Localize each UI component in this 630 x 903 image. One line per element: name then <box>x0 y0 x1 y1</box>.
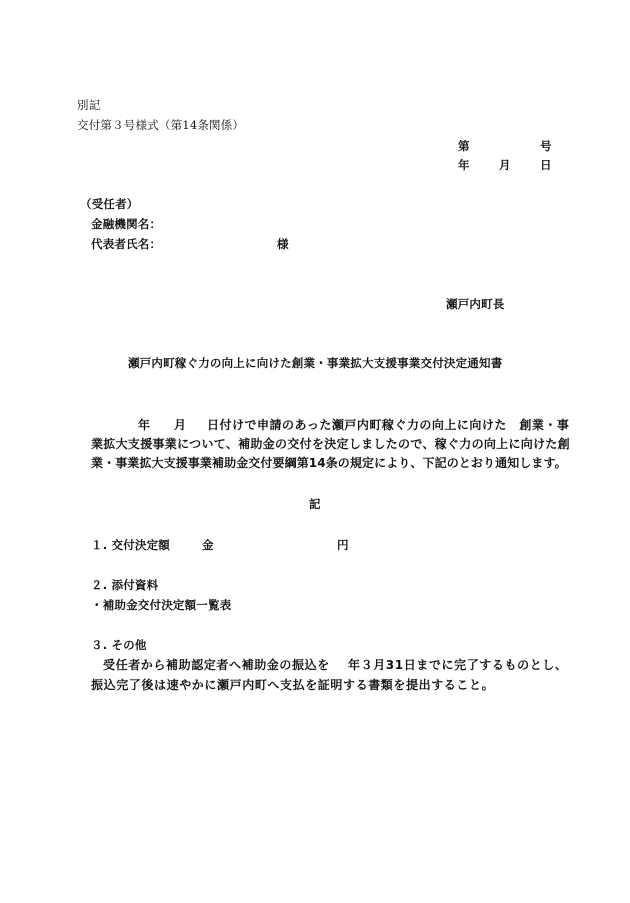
item-1-yen: 円 <box>337 538 349 552</box>
item-1-label: １. 交付決定額 <box>91 538 170 552</box>
doc-number-go: 号 <box>540 139 552 153</box>
item-3-line-1b: 年３月31日までに完了するものとし、 <box>348 658 568 672</box>
bank-name-label: 金融機関名： <box>91 217 162 231</box>
item-1-kin: 金 <box>202 538 214 552</box>
doc-number-dai: 第 <box>458 139 470 153</box>
appendix-label: 別記 <box>77 98 101 112</box>
item-2-value: ・補助金交付決定額一覧表 <box>91 598 232 612</box>
ki-heading: 記 <box>309 497 321 511</box>
item-2-label: ２. 添付資料 <box>91 578 159 592</box>
form-reference: 交付第３号様式（第14条関係） <box>77 118 245 132</box>
body-line-2: 業拡大支援事業について、補助金の交付を決定しましたので、稼ぐ力の向上に向けた創 <box>91 437 570 451</box>
body-date-month: 月 <box>174 418 187 432</box>
representative-name-label: 代表者氏名： <box>91 237 162 251</box>
issuer-name: 瀬戸内町長 <box>446 297 505 311</box>
body-line-3: 業・事業拡大支援事業補助金交付要綱第14条の規定により、下記のとおり通知します。 <box>91 456 567 470</box>
doc-date-month: 月 <box>499 158 511 172</box>
recipient-section-label: （受任者） <box>80 197 139 211</box>
doc-date-year: 年 <box>458 158 470 172</box>
body-line-1: 日付けで申請のあった瀬戸内町稼ぐ力の向上に向けた 創業・事 <box>207 418 570 432</box>
document-title: 瀬戸内町稼ぐ力の向上に向けた創業・事業拡大支援事業交付決定通知書 <box>128 356 503 370</box>
doc-date-day: 日 <box>540 158 552 172</box>
item-3-label: ３. その他 <box>91 638 147 652</box>
item-3-line-1a: 受任者から補助認定者へ補助金の振込を <box>103 658 330 672</box>
body-date-year: 年 <box>138 418 151 432</box>
honorific-sama: 様 <box>277 237 289 251</box>
item-3-line-2: 振込完了後は速やかに瀬戸内町へ支払を証明する書類を提出すること。 <box>91 678 495 692</box>
